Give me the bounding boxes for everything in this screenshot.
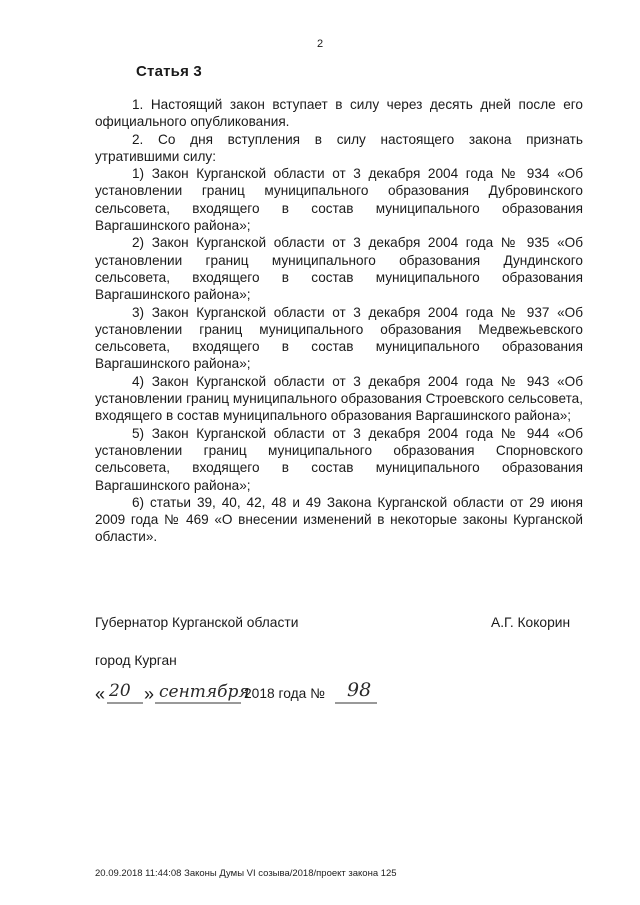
page-number: 2 bbox=[316, 38, 324, 50]
signatory-name: А.Г. Кокорин bbox=[491, 615, 571, 630]
handwritten-number: 98 bbox=[347, 679, 372, 701]
date-line bbox=[95, 679, 515, 709]
paragraph: 1. Настоящий закон вступает в силу через десять дней после его официального опубликования. bbox=[95, 97, 583, 130]
list-item: 5) Закон Курганской области от 3 декабря 2004 года № 944 «Об установлении границ муниципального образования Спорновского сельсовета, входящего в состав муниципального образования Варгашинского района»; bbox=[95, 425, 583, 493]
city-line: город Курган bbox=[95, 653, 177, 668]
handwritten-day: 20 bbox=[109, 681, 131, 701]
article-body bbox=[95, 96, 583, 546]
month-underline bbox=[155, 702, 241, 705]
list-item: 3) Закон Курганской области от 3 декабря 2004 года № 937 «Об установлении границ муниципального образования Медвежьевского сельсовета, входящего в состав муниципального образования Варгашинского района»; bbox=[95, 304, 583, 372]
year-text: 2018 года № bbox=[244, 686, 325, 701]
signatory-position: Губернатор Курганской области bbox=[95, 615, 299, 630]
handwritten-month: сентября bbox=[159, 682, 250, 702]
article-title: Статья 3 bbox=[136, 63, 202, 80]
list-item: 6) статьи 39, 40, 42, 48 и 49 Закона Курганской области от 29 июня 2009 года № 469 «О внесении изменений в некоторые законы Курганской области». bbox=[95, 494, 583, 545]
number-underline bbox=[335, 702, 377, 705]
close-quote: » bbox=[144, 684, 155, 704]
open-quote: « bbox=[95, 684, 106, 704]
document-footer: 20.09.2018 11:44:08 Законы Думы VI созыва/2018/проект закона 125 bbox=[95, 868, 397, 879]
list-item: 1) Закон Курганской области от 3 декабря 2004 года № 934 «Об установлении границ муниципального образования Дубровинского сельсовета, входящего в состав муниципального образования Варгашинского района»; bbox=[95, 166, 583, 234]
list-item: 4) Закон Курганской области от 3 декабря 2004 года № 943 «Об установлении границ муниципального образования Строевского сельсовета, входящего в состав муниципального образования Варгашинского района»; bbox=[95, 373, 583, 424]
paragraph: 2. Со дня вступления в силу настоящего закона признать утратившими силу: bbox=[95, 131, 583, 164]
day-underline bbox=[107, 702, 143, 705]
list-item: 2) Закон Курганской области от 3 декабря 2004 года № 935 «Об установлении границ муниципального образования Дундинского сельсовета, входящего в состав муниципального образования Варгашинского района»; bbox=[95, 235, 583, 303]
